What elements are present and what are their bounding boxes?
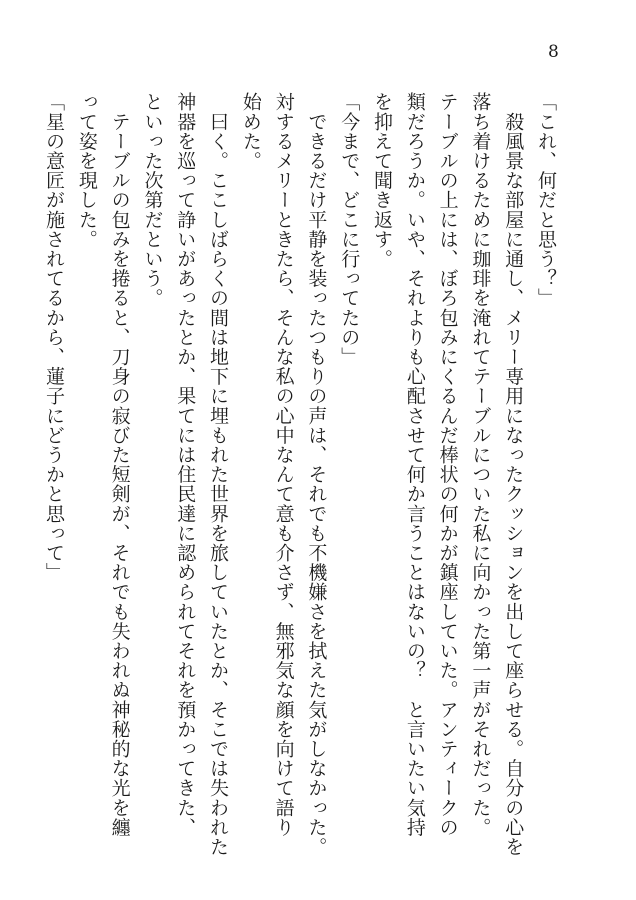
text-line: 始めた。 [239,92,262,171]
text-line: できるだけ平静を装ったつもりの声は、それでも不機嫌さを拭えた気がしなかった。 [305,92,328,857]
text-line: 類だろうか。いや、それよりも心配させて何か言うことはないの？ と言いたい気持 [403,92,426,837]
text-line: を抑えて聞き返す。 [371,92,394,269]
text-line: 「今まで、どこに行ってたの」 [338,92,361,367]
text-line: テーブルの包みを捲ると、刀身の寂びた短剣が、それでも失われぬ神秘的な光を纏 [108,92,131,837]
text-line: って姿を現した。 [75,92,98,249]
text-line: 「星の意匠が施されてるから、蓮子にどうかと思って」 [43,92,66,582]
page-number: 8 [548,42,559,62]
body-text [43,92,562,857]
text-line: 曰く。ここしばらくの間は地下に埋もれた世界を旅していたとか、そこでは失われた [207,92,230,857]
text-line: といった次第だという。 [141,92,164,308]
text-line: 対するメリーときたら、そんな私の心中なんて意も介さず、無邪気な顔を向けて語り [272,92,295,837]
text-line: テーブルの上には、ぼろ包みにくるんだ棒状の何かが鎮座していた。アンティークの [436,92,459,837]
text-line: 神器を巡って諍いがあったとか、果てには住民達に認められてそれを預かってきた、 [174,92,197,837]
text-line: 殺風景な部屋に通し、メリー専用になったクッションを出して座らせる。自分の心を [502,92,525,857]
text-line: 「これ、何だと思う？」 [535,92,557,308]
text-line: 落ち着けるために珈琲を淹れてテーブルについた私に向かった第一声がそれだった。 [469,92,492,837]
